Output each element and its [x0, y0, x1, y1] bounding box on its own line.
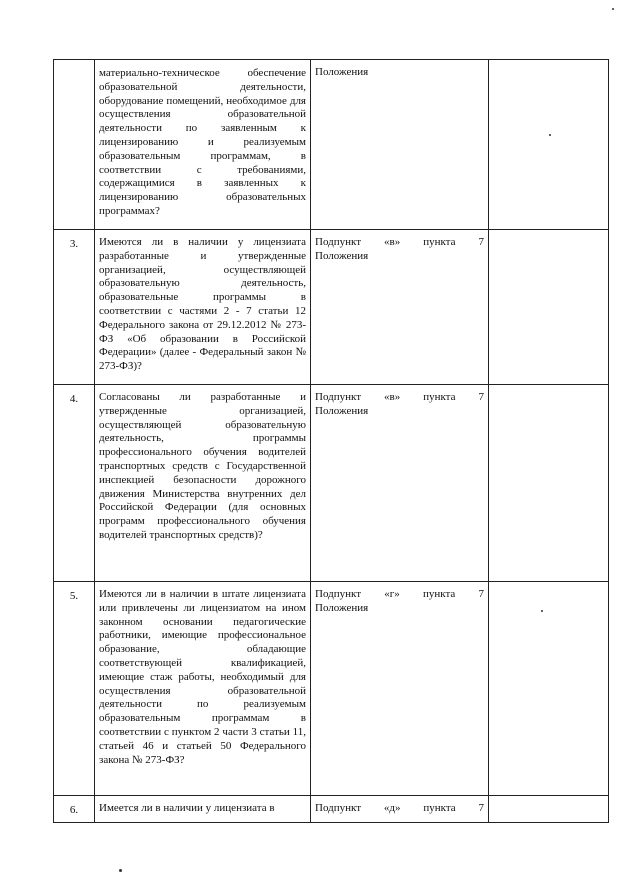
scan-speck [119, 869, 122, 872]
table-row [54, 385, 609, 582]
question-text: Имеются ли в наличии в штате лицензиата или привлечены ли лицензиатом на ином законном основании педагогические работники, имеющие профессиональное образование, обладающие соответствующей квалификацией, имеющие стаж работы, необходимый для осуществления образовательной деятельности по реализуемым образовательным программам в соответствии с пунктом 2 части 3 статьи 11, статьей 46 и статьей 50 Федерального закона № 273-ФЗ? [95, 582, 311, 796]
reference-line: Подпункт «в» пункта 7 [315, 391, 484, 403]
question-text: материально-техническое обеспечение образовательной деятельности, оборудование помещений, необходимое для осуществления образовательной деятельности по заявленным к лицензированию и реализуемым образовательным программам, в соответствии с требованиями, содержащимися в заявленных к лицензированию образовательных программах? [95, 60, 311, 230]
table-row [54, 60, 609, 230]
question-text: Имеется ли в наличии у лицензиата в [95, 796, 311, 823]
table-row [54, 230, 609, 385]
question-text: Имеются ли в наличии у лицензиата разработанные и утвержденные организацией, осуществляющей образовательную деятельность, образовательные программы в соответствии с частями 2 - 7 статьи 12 Федерального закона от 29.12.2012 № 273-ФЗ «Об образовании в Российской Федерации» (далее - Федеральный закон № 273-ФЗ)? [95, 230, 311, 385]
notes-cell [489, 385, 609, 582]
reference-line: Положения [315, 601, 369, 614]
notes-cell [489, 796, 609, 823]
question-text: Согласованы ли разработанные и утвержденные организацией, осуществляющей образовательную деятельность, программы профессионального обучения водителей транспортных средств с Государственной инспекцией безопасности дорожного движения Министерства внутренних дел Российской Федерации (для основных программ профессионального обучения водителей транспортных средств)? [95, 385, 311, 582]
legal-reference [311, 230, 489, 385]
legal-reference [311, 582, 489, 796]
reference-line: Подпункт «г» пункта 7 [315, 588, 484, 600]
row-number: 4. [54, 385, 95, 582]
legal-reference [311, 60, 489, 230]
row-number: 3. [54, 230, 95, 385]
reference-line: Положения [315, 66, 369, 78]
table-row [54, 796, 609, 823]
reference-line: Подпункт «в» пункта 7 [315, 236, 484, 248]
reference-line: Подпункт «д» пункта 7 [315, 802, 484, 814]
legal-reference [311, 796, 489, 823]
checklist-table [53, 59, 609, 823]
row-number: 6. [54, 796, 95, 823]
reference-line: Положения [315, 404, 369, 417]
row-number: 5. [54, 582, 95, 796]
legal-reference [311, 385, 489, 582]
row-number [54, 60, 95, 230]
scan-speck [549, 134, 551, 136]
notes-cell [489, 230, 609, 385]
scan-speck [612, 8, 614, 10]
notes-cell [489, 60, 609, 230]
scan-speck [541, 610, 543, 612]
reference-line: Положения [315, 249, 369, 262]
notes-cell [489, 582, 609, 796]
table-row [54, 582, 609, 796]
